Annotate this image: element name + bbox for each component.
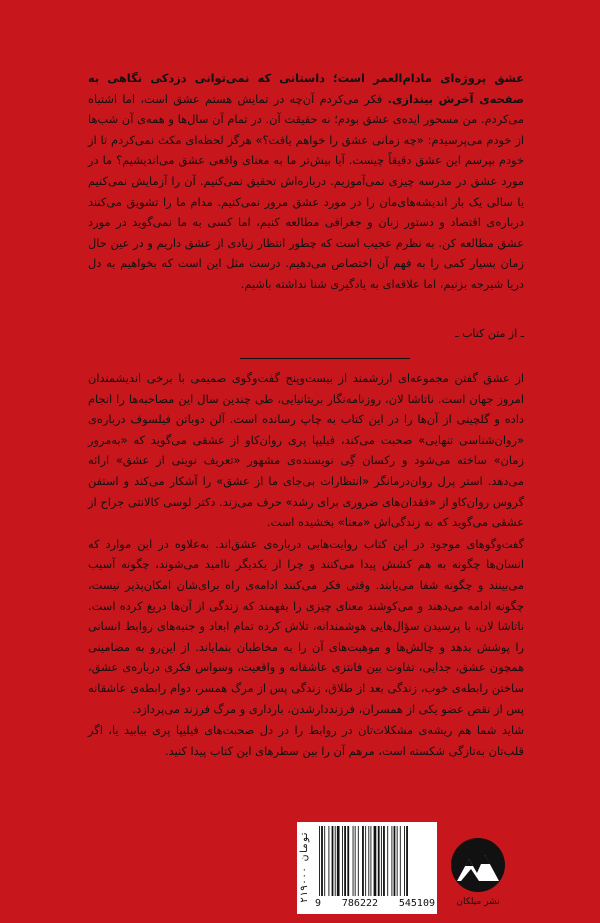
barcode-bar [374, 826, 377, 896]
barcode-bar [387, 826, 388, 896]
barcode-bar [353, 826, 354, 896]
isbn-group-2: 545109 [398, 898, 435, 909]
barcode-bar [370, 826, 371, 896]
isbn-digits [315, 898, 435, 912]
barcode-bar [332, 826, 334, 896]
barcode-bar [362, 826, 364, 896]
barcode-bar [406, 826, 408, 896]
barcode-bar [383, 826, 385, 896]
divider [240, 358, 410, 359]
publisher-name: نشر میلکان [456, 897, 500, 907]
barcode-bar [381, 826, 382, 896]
barcode-box [297, 822, 437, 914]
isbn-prefix: 9 [315, 898, 322, 909]
barcode-bar [344, 826, 346, 896]
description-paragraph-3: شاید شما هم ریشه‌ی مشکلات‌تان در روابط را در دل صحبت‌های فیلیپا پری بیابید یا، اگر قلب‌تان به‌تازگی شکسته است، مرهم آن را بین سطرهای این کتاب پیدا کنید. [88, 723, 524, 758]
barcode-bar [335, 826, 336, 896]
description-paragraph-1: از عشق گفتن مجموعه‌ای ارزشمند از بیست‌وپنج گفت‌وگوی صمیمی با برخی اندیشمندان امروز جهان است. ناتاشا لان، روزنامه‌نگار بریتانیایی، طی چندین سال این مصاحبه‌ها را انجام داده و گلچینی از آن‌ها را در این کتاب به چاپ رسانده است. آلن دوباتن فیلسوف درباره‌ی «روان‌شناسی تنهایی» صحبت می‌کند، فیلیپا پری روان‌کاو از عشقی می‌گوید که «به‌مرور زمان» ساخته می‌شود و رکسان گِی نویسنده‌ی مشهور «تعریف نوینی از عشق» ارائه می‌دهد. استر پرل روان‌درمانگر «انتظارات بی‌جای ما از عشق» را آشکار می‌کند و استفن گروس روان‌کاو از «فقدان‌های ضروری برای رشد» حرف می‌زند. دکتر لوسی کالانتی جراح از عشقی می‌گوید که به زندگی‌اش «معنا» بخشیده است. [88, 371, 524, 530]
description-block [88, 368, 524, 761]
barcode-bar [394, 826, 396, 896]
barcode-bar [391, 826, 392, 896]
barcode-bar [328, 826, 329, 896]
excerpt-body: فکر می‌کردم آن‌چه در تمایش هستم عشق است، اما اشتباه می‌کردم. من مسحور ایده‌ی عشق بودم؛ نه حقیقت آن. در تمام آن سال‌ها و همه‌ی آن شب‌ها از خودم می‌پرسیدم: «چه زمانی عشق را خواهم یافت؟» هرگز لحظه‌ای مکث نمی‌کردم تا از خودم بپرسم این عشق دقیقاً چیست. آیا بیش‌تر ما به معنای واقعی عشق می‌اندیشیم؟ ما در مورد عشق در مدرسه چیزی نمی‌آموزیم. درباره‌اش تحقیق نمی‌کنیم. آن را آزمایش نمی‌کنیم یا سالی یک بار اندیشه‌های‌مان را در مورد عشق مرور نمی‌کنیم. مدام ما را تشویق می‌کنند درباره‌ی اقتصاد و دستور زبان و جغرافی مطالعه کنیم، اما کسی به ما نمی‌گوید در مورد عشق مطالعه کن. به نظرم عجیب است که چطور انتظار زیادی از عشق داریم و در عین حال زمان بسیار کمی را به فهم آن اختصاص می‌دهیم. درست مثل این است که بخواهیم به دل دریا شیرجه بزنیم، اما علاقه‌ای به یادگیری شنا نداشته باشیم. [88, 91, 524, 291]
barcode-bar [400, 826, 401, 896]
barcode-bar [397, 826, 398, 896]
price-label: ۲۱۹۰۰۰ تومان [299, 830, 310, 904]
barcode-bar [378, 826, 380, 896]
barcode-bar [358, 826, 359, 896]
barcode-bar [319, 826, 320, 896]
barcode-bars [317, 826, 433, 896]
barcode-bar [324, 826, 325, 896]
barcode-bar [365, 826, 366, 896]
barcode-bar [355, 826, 356, 896]
excerpt-block [88, 68, 524, 295]
barcode-bar [321, 826, 323, 896]
barcode-bar [347, 826, 349, 896]
isbn-group-1: 786222 [341, 898, 379, 909]
barcode-bar [404, 826, 405, 896]
barcode-bar [337, 826, 340, 896]
barcode-bar [342, 826, 343, 896]
excerpt-paragraph [88, 68, 524, 295]
barcode-bar [368, 826, 369, 896]
description-paragraph-2: گفت‌وگوهای موجود در این کتاب روایت‌هایی درباره‌ی عشق‌اند. به‌علاوه در این موارد که انسان‌ها چگونه به هم کشش پیدا می‌کنند و چرا از یکدیگر ناامید می‌شوند، چگونه آسیب می‌بینند و چگونه شفا می‌یابند. وقتی فکر می‌کنند ادامه‌ی راه برای‌شان امکان‌پذیر نیست، چگونه ادامه می‌دهند و می‌کوشند معنای چیزی را بفهمند که زندگی از آن‌ها دریغ کرده است. ناتاشا لان، با پرسیدن سؤال‌هایی هوشمندانه، تلاش کرده تمام ابعاد و جنبه‌های روابط انسانی را پوشش بدهد و چالش‌ها و موهبت‌های آن را به مخاطبان بنمایاند. از این‌رو به مضامینی همچون عشق، جدایی، تفاوت بین فانتزی عاشقانه و واقعیت، وسواس فکری درباره‌ی عشق، ساختن رابطه‌ی خوب، زندگی بعد از طلاق، زندگی پس از مرگ همسر، دوام رابطه‌ی عاشقانه پس از نقص عضو یکی از همسران، فرزنددارشدن، بارداری و مرگ فرزند می‌پردازد. [88, 536, 524, 716]
excerpt-lead: عشق پروژه‌ای مادام‌العمر است؛ داستانی که نمی‌توانی دزدکی نگاهی به صفحه‌ی آخرش بیندازی. [88, 71, 524, 106]
excerpt-source: ـ از متن کتاب ـ [455, 327, 524, 340]
